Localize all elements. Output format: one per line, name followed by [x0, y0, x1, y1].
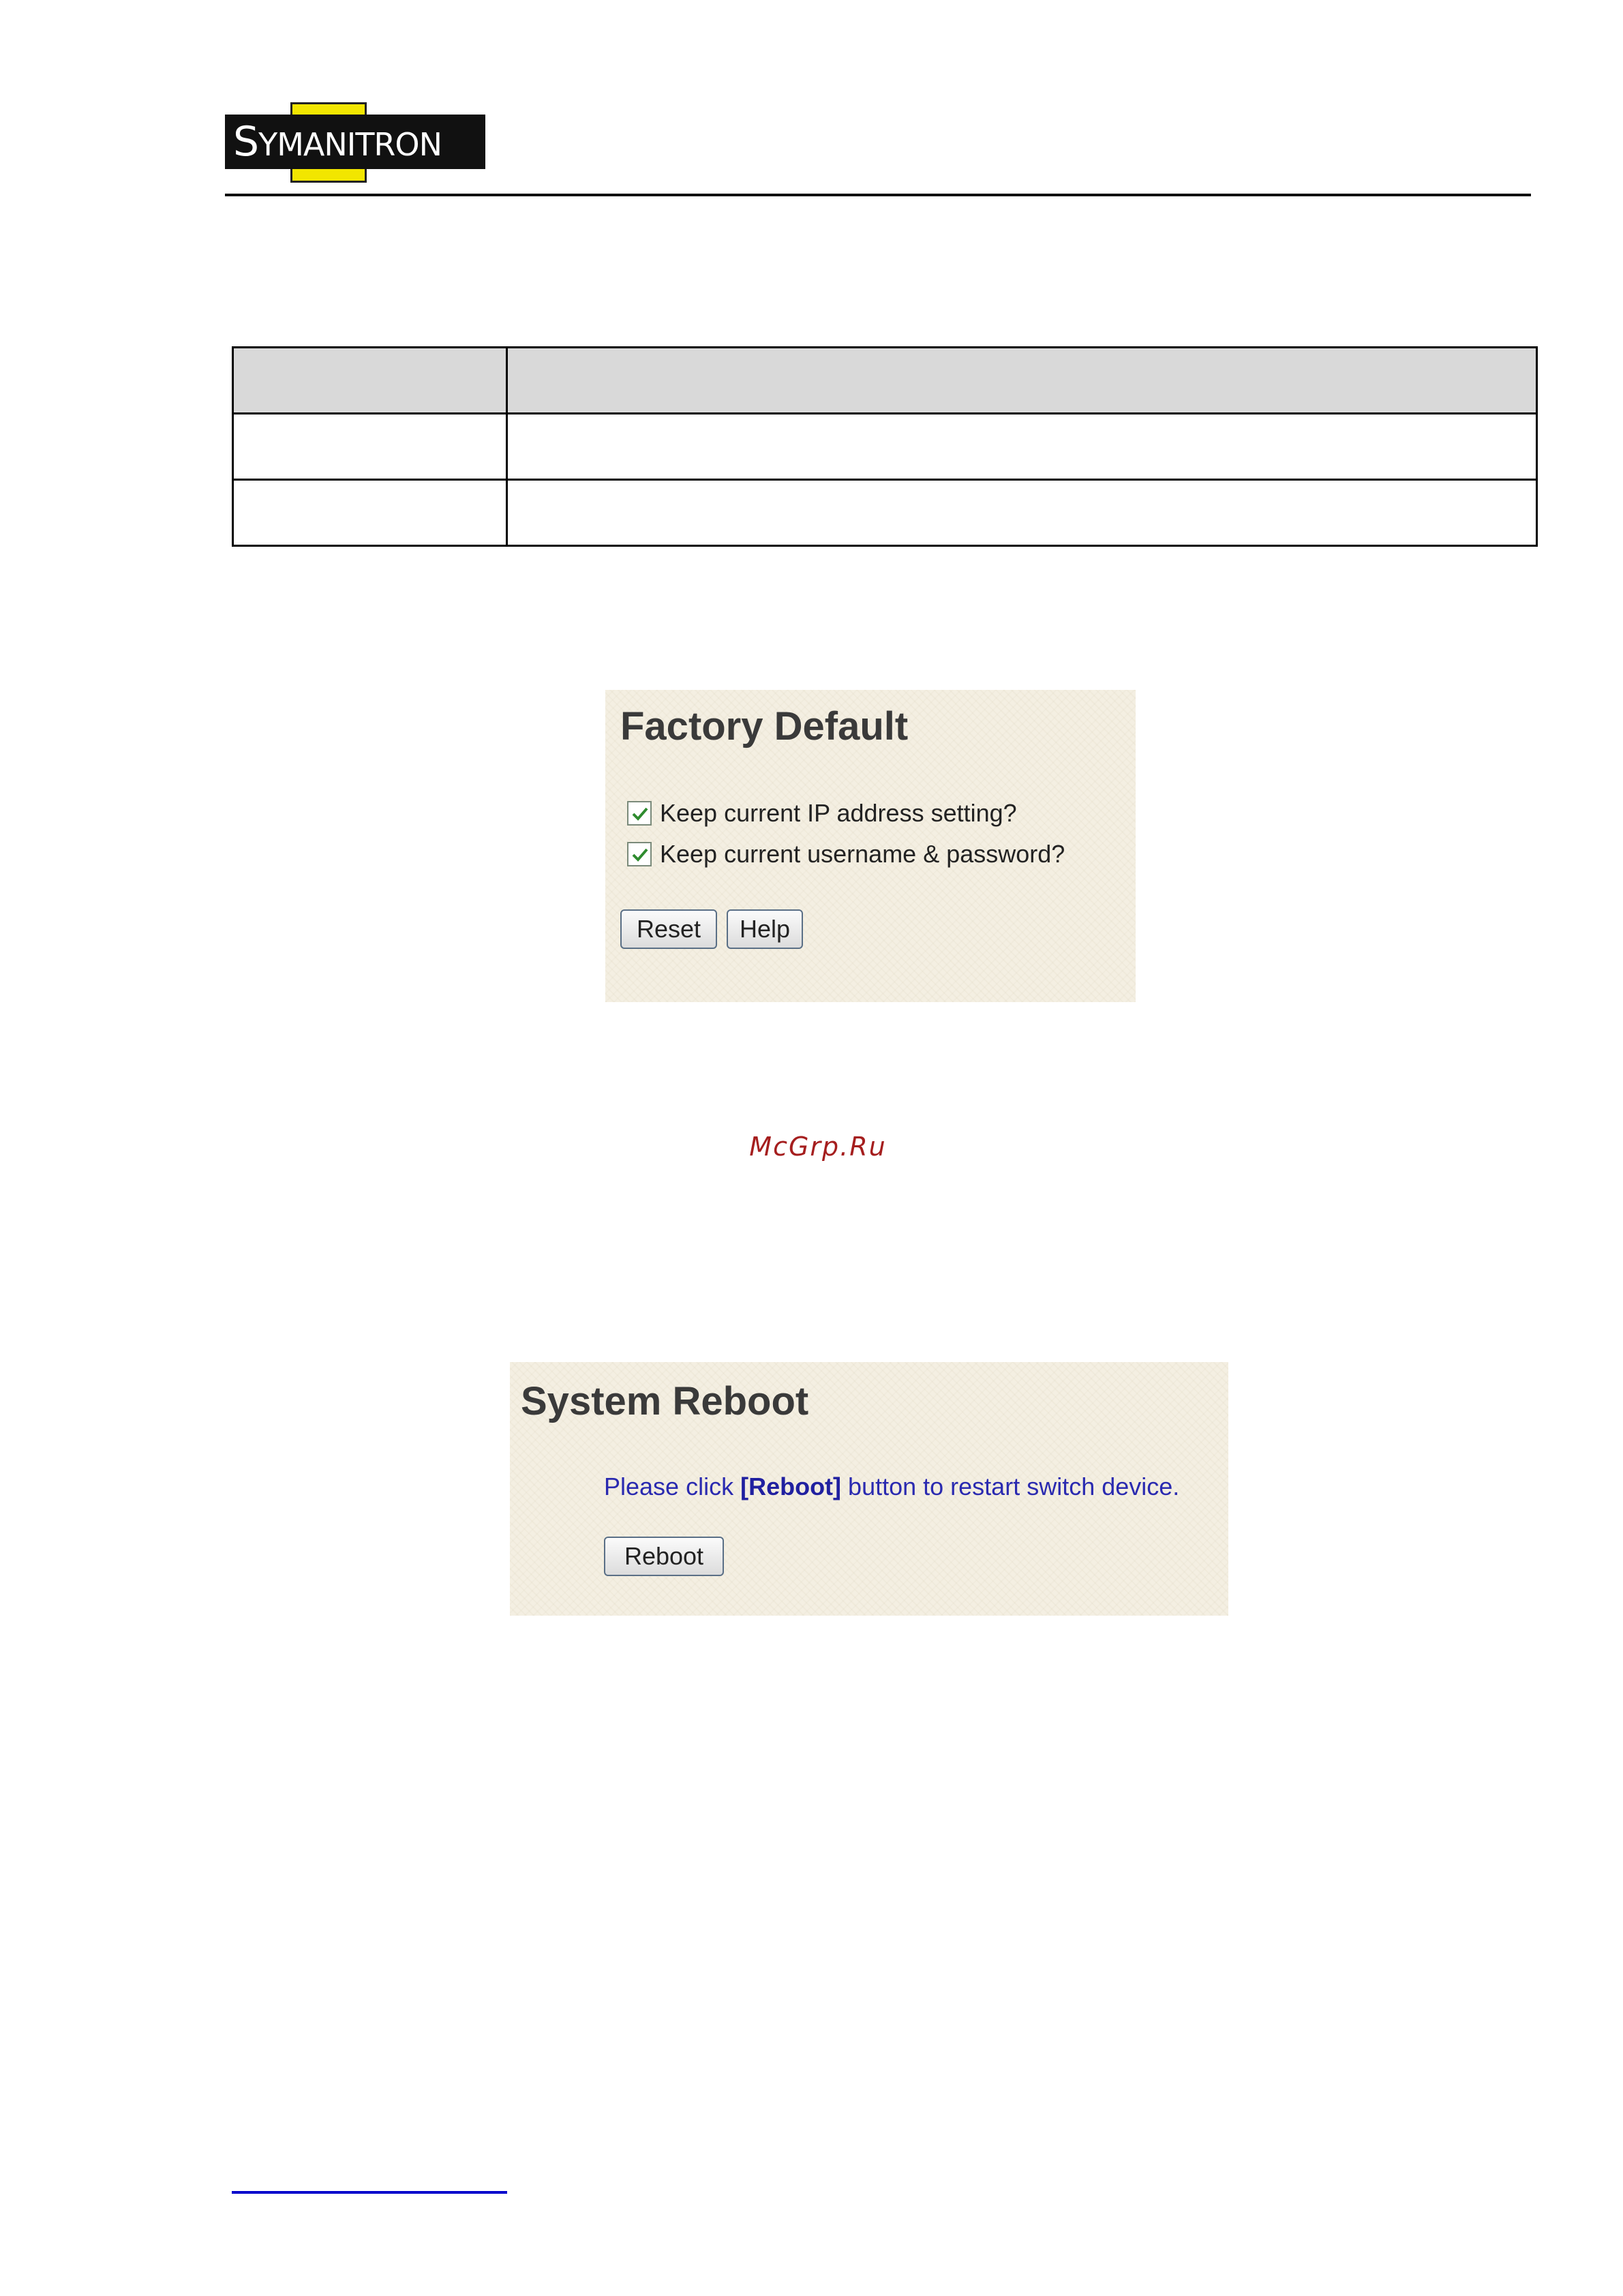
- logo-text: SYMANITRON: [233, 118, 442, 166]
- footnote-divider: [232, 2191, 507, 2194]
- watermark-text: McGrp.Ru: [749, 1132, 887, 1162]
- keep-ip-option[interactable]: [627, 799, 1017, 828]
- table-cell: [233, 480, 507, 546]
- system-reboot-title: System Reboot: [521, 1379, 809, 1423]
- reset-button[interactable]: Reset: [620, 909, 717, 949]
- factory-default-panel: [605, 690, 1136, 1002]
- table-cell: [507, 414, 1537, 480]
- table-header-cell: [507, 348, 1537, 414]
- header-divider: [225, 194, 1531, 196]
- system-reboot-panel: [510, 1362, 1228, 1616]
- reboot-instruction: Please click [Reboot] button to restart switch device.: [604, 1472, 1180, 1500]
- table-cell: [507, 480, 1537, 546]
- checkmark-icon: [630, 804, 650, 824]
- keep-credentials-option[interactable]: [627, 840, 1065, 868]
- table-row: [233, 414, 1537, 480]
- reboot-button[interactable]: Reboot: [604, 1537, 724, 1576]
- checkmark-icon: [630, 845, 650, 865]
- table-row: [233, 480, 1537, 546]
- keep-ip-label: Keep current IP address setting?: [660, 799, 1017, 827]
- help-button[interactable]: Help: [727, 909, 803, 949]
- keep-credentials-label: Keep current username & password?: [660, 840, 1065, 868]
- spec-table: [232, 346, 1538, 547]
- keep-ip-checkbox[interactable]: [627, 801, 652, 826]
- table-cell: [233, 414, 507, 480]
- table-header-row: [233, 348, 1537, 414]
- factory-default-title: Factory Default: [620, 704, 909, 749]
- symanitron-logo: [225, 102, 485, 183]
- table-header-cell: [233, 348, 507, 414]
- keep-credentials-checkbox[interactable]: [627, 842, 652, 866]
